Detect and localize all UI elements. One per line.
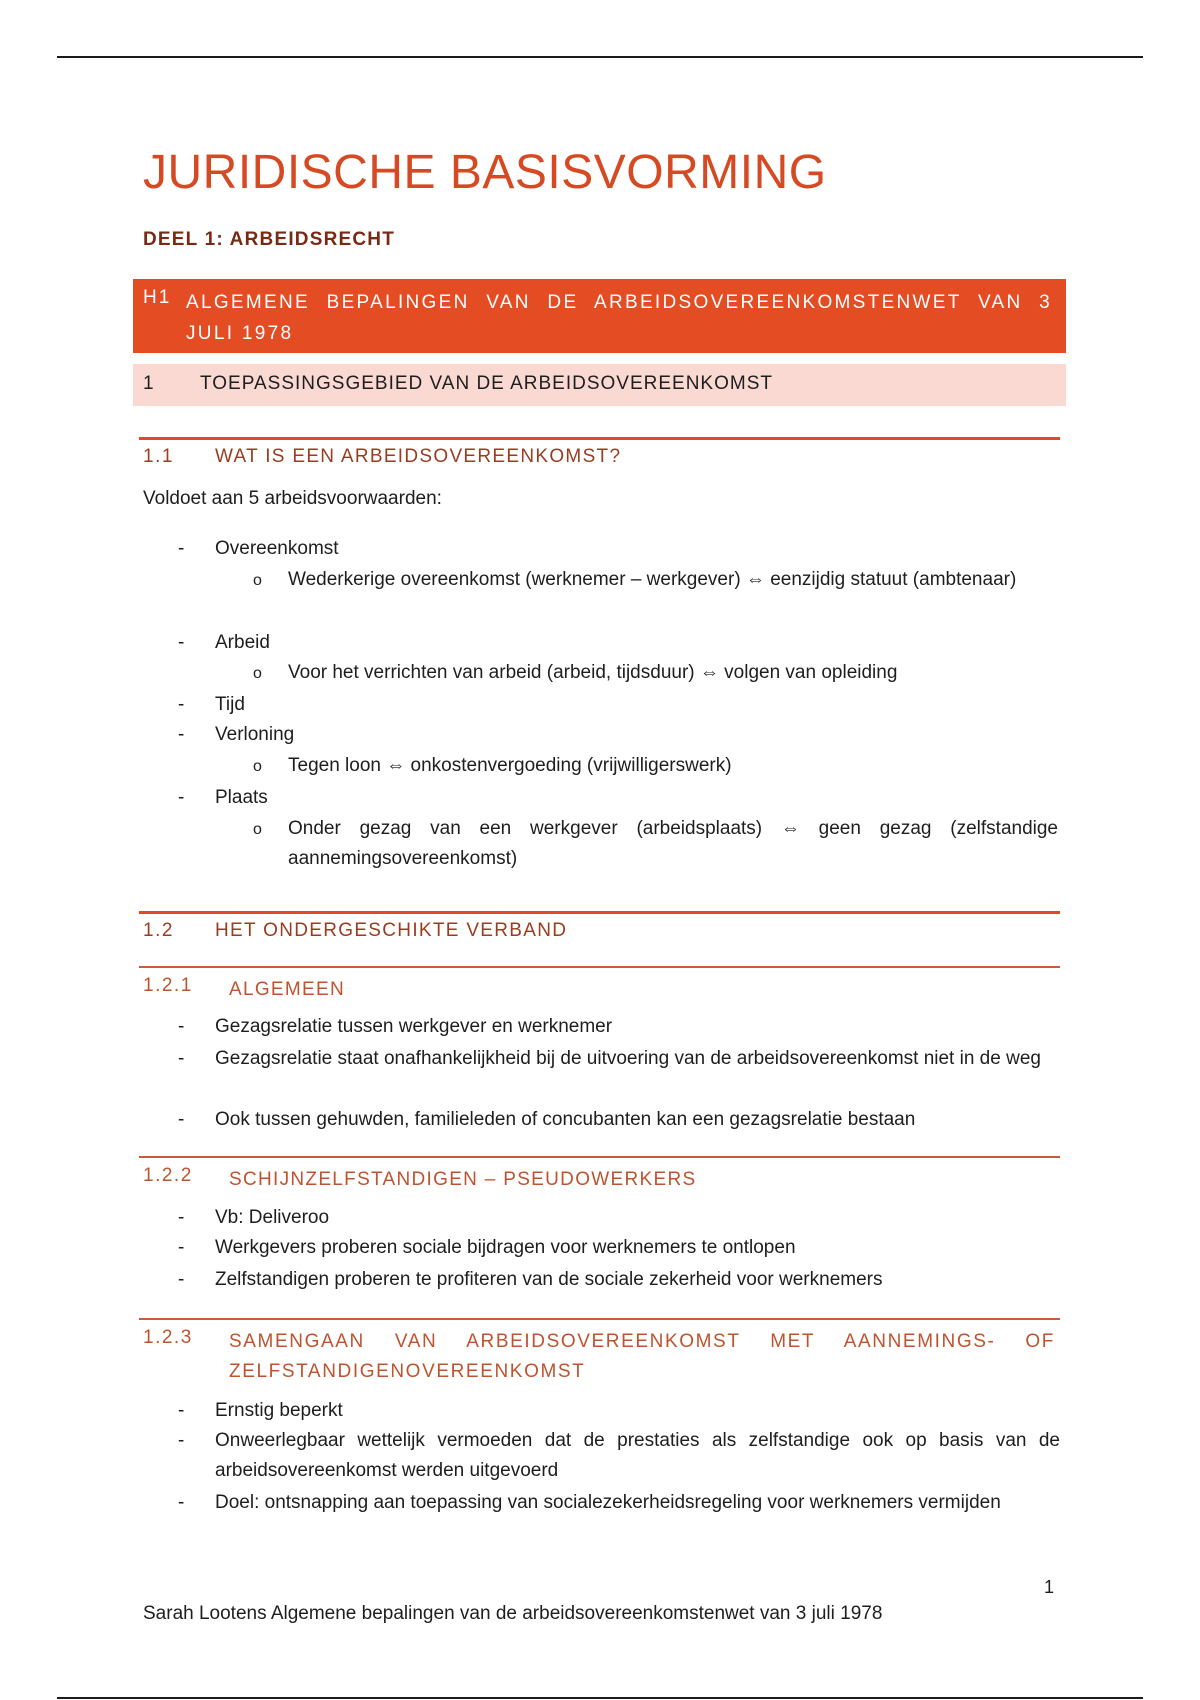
dash-bullet: -: [178, 724, 185, 745]
dash-bullet: -: [178, 1207, 185, 1228]
chapter-number: H1: [143, 287, 172, 308]
list-item-text: Arbeid: [215, 632, 270, 653]
dash-bullet: -: [178, 1237, 185, 1258]
dash-bullet: -: [178, 1016, 185, 1037]
list-item-text: Verloning: [215, 724, 295, 745]
circle-bullet: o: [253, 665, 262, 682]
subsubsection-heading-1-2-3: [139, 1318, 1060, 1382]
subsection-heading-1-2: [139, 911, 1060, 941]
chapter-title: ALGEMENE BEPALINGEN VAN DE ARBEIDSOVEREENKOMSTENWET VAN 3 JULI 1978: [186, 292, 1052, 344]
list-item-text: Ernstig beperkt: [215, 1400, 343, 1421]
circle-bullet: o: [253, 821, 262, 838]
intro-paragraph: Voldoet aan 5 arbeidsvoorwaarden:: [143, 488, 442, 509]
dash-bullet: -: [178, 1400, 185, 1421]
top-rule: [57, 56, 1143, 58]
list-item-text: Tijd: [215, 694, 245, 715]
section-heading-1: [133, 364, 1066, 406]
list-item-text: Plaats: [215, 787, 268, 808]
sub-list-item-text: Tegen loon ⇔ onkostenvergoeding (vrijwilligerswerk): [288, 755, 732, 776]
subsubsection-number: 1.2.3: [143, 1327, 193, 1348]
section-title: TOEPASSINGSGEBIED VAN DE ARBEIDSOVEREENKOMST: [200, 373, 773, 394]
list-item-text: Vb: Deliveroo: [215, 1207, 330, 1228]
dash-bullet: -: [178, 694, 185, 715]
section-number: 1: [143, 373, 154, 394]
subsubsection-title: SAMENGAAN VAN ARBEIDSOVEREENKOMST MET AANNEMINGS- OF ZELFSTANDIGENOVEREENKOMST: [229, 1331, 1055, 1382]
dash-bullet: -: [178, 1109, 185, 1130]
subsubsection-title: SCHIJNZELFSTANDIGEN – PSEUDOWERKERS: [229, 1169, 697, 1190]
subsubsection-title: ALGEMEEN: [229, 979, 345, 1000]
circle-bullet: o: [253, 572, 262, 589]
dash-bullet: -: [178, 1269, 185, 1290]
subsection-number: 1.1: [143, 446, 174, 467]
list-item-text: Doel: ontsnapping aan toepassing van socialezekerheidsregeling voor werknemers vermijden: [215, 1492, 1001, 1513]
list-item-text: Ook tussen gehuwden, familieleden of concubanten kan een gezagsrelatie bestaan: [215, 1109, 916, 1130]
sub-list-item-text: Wederkerige overeenkomst (werknemer – werkgever) ⇔ eenzijdig statuut (ambtenaar): [288, 569, 1017, 590]
list-item-text: Onweerlegbaar wettelijk vermoeden dat de prestaties als zelfstandige ook op basis van de arbeidsovereenkomst werden uitgevoerd: [215, 1430, 1060, 1481]
subsection-title: WAT IS EEN ARBEIDSOVEREENKOMST?: [215, 446, 622, 467]
subsection-heading-1-1: [139, 437, 1060, 467]
list-item-text: Werkgevers proberen sociale bijdragen voor werknemers te ontlopen: [215, 1237, 796, 1258]
dash-bullet: -: [178, 1492, 185, 1513]
list-item-text: Zelfstandigen proberen te profiteren van de sociale zekerheid voor werknemers: [215, 1269, 883, 1290]
dash-bullet: -: [178, 1048, 185, 1069]
page-number: 1: [1044, 1577, 1055, 1597]
subsubsection-number: 1.2.2: [143, 1165, 193, 1186]
part-heading: DEEL 1: ARBEIDSRECHT: [143, 229, 396, 250]
subsection-number: 1.2: [143, 920, 174, 941]
document-title: JURIDISCHE BASISVORMING: [143, 146, 827, 199]
list-item-text: Gezagsrelatie tussen werkgever en werknemer: [215, 1016, 613, 1037]
bottom-rule: [57, 1697, 1143, 1699]
sub-list-item-text: Voor het verrichten van arbeid (arbeid, tijdsduur) ⇔ volgen van opleiding: [288, 662, 898, 683]
subsubsection-number: 1.2.1: [143, 975, 193, 996]
circle-bullet: o: [253, 758, 262, 775]
dash-bullet: -: [178, 632, 185, 653]
subsubsection-heading-1-2-2: [139, 1156, 1060, 1190]
subsection-title: HET ONDERGESCHIKTE VERBAND: [215, 920, 568, 941]
dash-bullet: -: [178, 787, 185, 808]
sub-list-item-text: Onder gezag van een werkgever (arbeidsplaats) ⇔ geen gezag (zelfstandige aannemingsovereenkomst): [288, 818, 1058, 869]
dash-bullet: -: [178, 1430, 185, 1451]
page-footer: Sarah Lootens Algemene bepalingen van de arbeidsovereenkomstenwet van 3 juli 1978: [143, 1603, 883, 1624]
dash-bullet: -: [178, 538, 185, 559]
subsubsection-heading-1-2-1: [139, 966, 1060, 1000]
chapter-heading: [133, 279, 1066, 353]
list-item-text: Gezagsrelatie staat onafhankelijkheid bij de uitvoering van de arbeidsovereenkomst niet in de weg: [215, 1048, 1041, 1069]
list-item-text: Overeenkomst: [215, 538, 339, 559]
